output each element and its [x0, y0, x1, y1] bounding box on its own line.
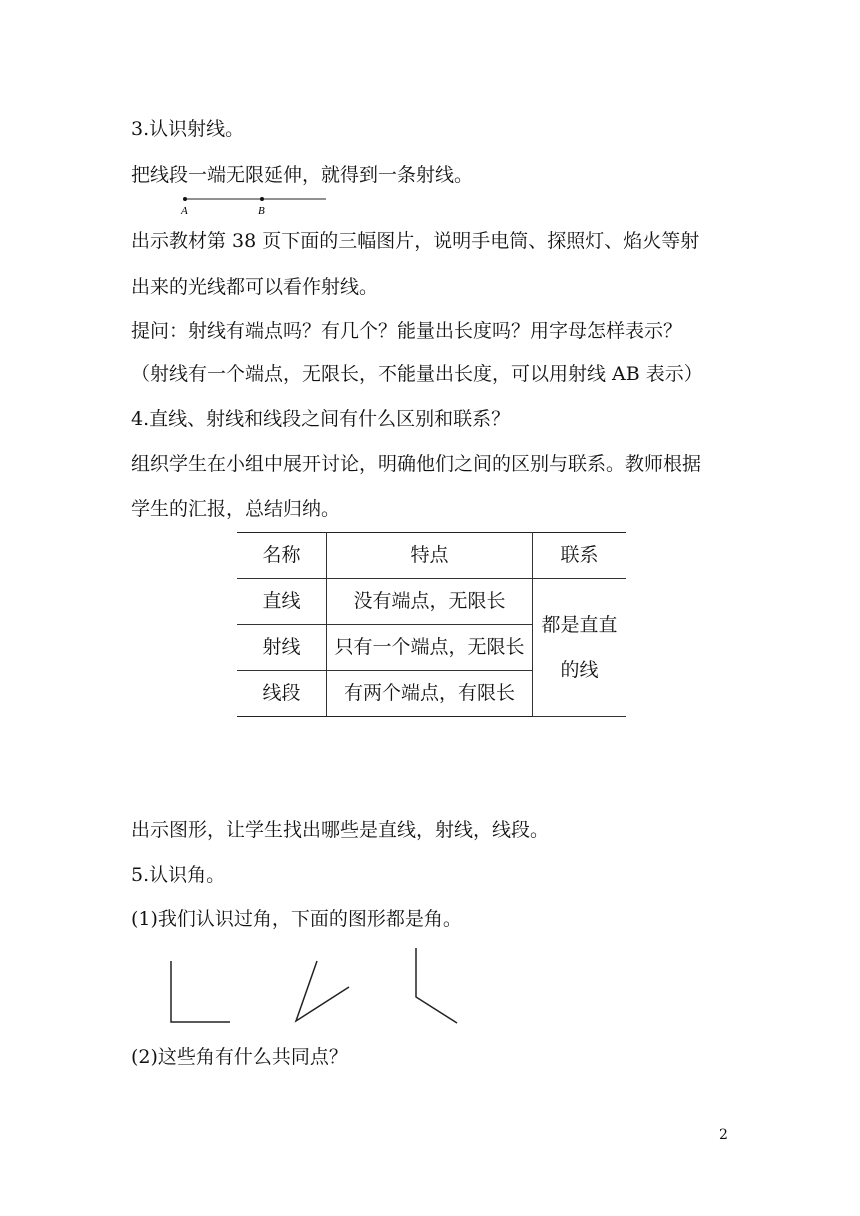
angle-figures: [160, 945, 470, 1030]
paragraph-angles-intro: (1)我们认识过角，下面的图形都是角。: [131, 908, 462, 930]
paragraph-textbook-1: 出示教材第 38 页下面的三幅图片，说明手电筒、探照灯、焰火等射: [131, 230, 700, 252]
page-number: 2: [719, 1127, 728, 1143]
acute-angle-figure: [296, 961, 349, 1021]
comparison-table: [237, 532, 626, 717]
table-header-row: [237, 533, 626, 579]
point-b-dot: [260, 197, 264, 201]
paragraph-find-figures: 出示图形，让学生找出哪些是直线，射线，线段。: [131, 819, 550, 841]
paragraph-discussion-1: 组织学生在小组中展开讨论，明确他们之间的区别与联系。教师根据: [131, 453, 702, 475]
paragraph-ray-definition: 把线段一端无限延伸，就得到一条射线。: [131, 164, 474, 186]
heading-ray: 3.认识射线。: [131, 118, 245, 140]
cell-feature: 有两个端点，有限长: [327, 671, 533, 717]
table-row: [237, 579, 626, 625]
heading-comparison: 4.直线、射线和线段之间有什么区别和联系？: [131, 408, 511, 430]
cell-relation: 都是直直的线: [533, 579, 627, 717]
header-feature: 特点: [327, 533, 533, 579]
cell-name: 直线: [237, 579, 327, 625]
header-name: 名称: [237, 533, 327, 579]
ray-figure: [178, 192, 328, 216]
paragraph-common-point: (2)这些角有什么共同点？: [131, 1046, 348, 1068]
cell-feature: 没有端点，无限长: [327, 579, 533, 625]
paragraph-textbook-2: 出来的光线都可以看作射线。: [131, 276, 379, 298]
header-relation: 联系: [533, 533, 627, 579]
cell-name: 线段: [237, 671, 327, 717]
paragraph-question: 提问：射线有端点吗？有几个？能量出长度吗？用字母怎样表示？: [131, 320, 683, 342]
point-a-dot: [183, 197, 187, 201]
obtuse-angle-figure: [416, 948, 457, 1023]
paragraph-discussion-2: 学生的汇报，总结归纳。: [131, 498, 341, 520]
point-b-label: B: [258, 205, 265, 216]
point-a-label: A: [181, 205, 188, 216]
cell-name: 射线: [237, 625, 327, 671]
right-angle-figure: [171, 961, 230, 1022]
paragraph-answer: （射线有一个端点，无限长，不能量出长度，可以用射线 AB 表示）: [131, 363, 703, 385]
heading-angle: 5.认识角。: [131, 864, 226, 886]
cell-feature: 只有一个端点，无限长: [327, 625, 533, 671]
